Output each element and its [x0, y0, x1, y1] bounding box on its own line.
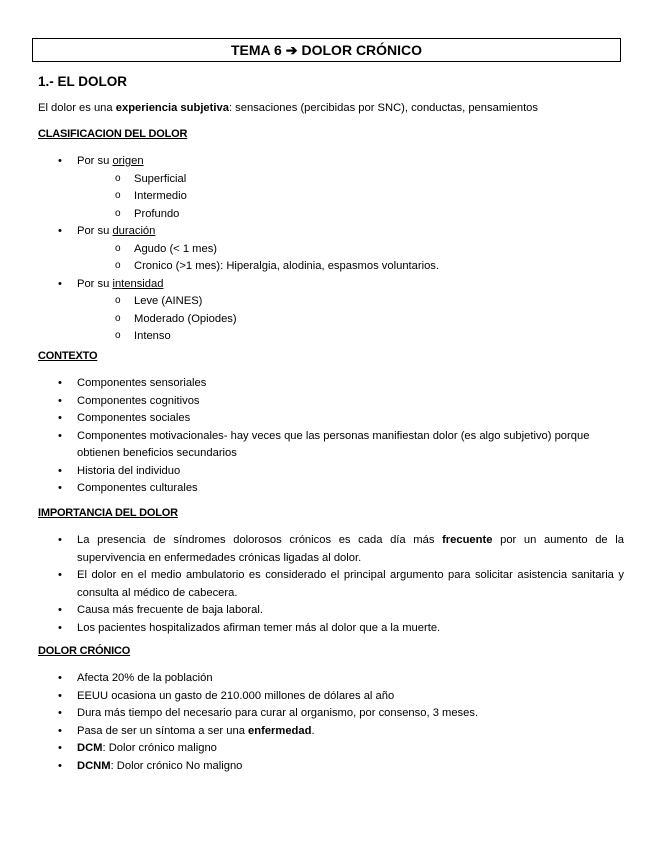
list-item: • Historia del individuo	[58, 463, 624, 481]
list-item: • Los pacientes hospitalizados afirman temer más al dolor que a la muerte.	[58, 620, 624, 638]
contexto-list	[58, 375, 624, 498]
list-item: • El dolor en el medio ambulatorio es considerado el principal argumento para solicitar asistencia sanitaria y consulta al médico de cabecera.	[58, 567, 624, 602]
dolor-cronico-list	[58, 670, 624, 775]
list-item: • DCM: Dolor crónico maligno	[58, 740, 624, 758]
document-title	[32, 38, 621, 62]
list-item: • Componentes cognitivos	[58, 393, 624, 411]
section-heading-el-dolor: 1.- EL DOLOR	[38, 74, 128, 89]
sub-list-item: o Superficial	[77, 171, 624, 189]
clasificacion-list	[58, 153, 624, 346]
section-clasificacion: CLASIFICACION DEL DOLOR	[38, 128, 188, 140]
title-prefix: TEMA 6	[230, 42, 282, 58]
arrow-right-icon: ➔	[285, 41, 298, 58]
list-item: • Componentes culturales	[58, 480, 624, 498]
list-item: • Causa más frecuente de baja laboral.	[58, 602, 624, 620]
list-item: • Componentes sensoriales	[58, 375, 624, 393]
sub-list-item: o Intenso	[77, 328, 624, 346]
section-contexto: CONTEXTO	[38, 350, 98, 362]
sub-list-item: o Leve (AINES)	[77, 293, 624, 311]
list-item: • EEUU ocasiona un gasto de 210.000 millones de dólares al año	[58, 688, 624, 706]
sub-list	[77, 241, 624, 276]
list-item: • Afecta 20% de la población	[58, 670, 624, 688]
sub-list	[77, 293, 624, 346]
list-item: • La presencia de síndromes dolorosos crónicos es cada día más frecuente por un aumento de la supervivencia en enfermedades crónicas ligadas al dolor.	[58, 532, 624, 567]
sub-list-item: o Intermedio	[77, 188, 624, 206]
sub-list-item: o Profundo	[77, 206, 624, 224]
sub-list	[77, 171, 624, 224]
list-item: • Componentes motivacionales- hay veces que las personas manifiestan dolor (es algo subjetivo) porque obtienen beneficios secundarios	[58, 428, 624, 463]
list-item: • DCNM: Dolor crónico No maligno	[58, 758, 624, 776]
list-item: • Por su duración o Agudo (< 1 mes) o Cronico (>1 mes): Hiperalgia, alodinia, espasmos voluntarios.	[58, 223, 624, 276]
sub-list-item: o Agudo (< 1 mes)	[77, 241, 624, 259]
title-main: DOLOR CRÓNICO	[301, 42, 423, 58]
sub-list-item: o Moderado (Opiodes)	[77, 311, 624, 329]
section-importancia: IMPORTANCIA DEL DOLOR	[38, 507, 178, 519]
intro-paragraph: El dolor es una experiencia subjetiva: sensaciones (percibidas por SNC), conductas, pensamientos	[38, 102, 538, 114]
list-item: • Dura más tiempo del necesario para curar al organismo, por consenso, 3 meses.	[58, 705, 624, 723]
list-item: • Pasa de ser un síntoma a ser una enfermedad.	[58, 723, 624, 741]
importancia-list	[58, 532, 624, 637]
sub-list-item: o Cronico (>1 mes): Hiperalgia, alodinia, espasmos voluntarios.	[77, 258, 624, 276]
list-item: • Por su origen o Superficial o Intermedio o Profundo	[58, 153, 624, 223]
list-item: • Por su intensidad o Leve (AINES) o Moderado (Opiodes) o Intenso	[58, 276, 624, 346]
list-item: • Componentes sociales	[58, 410, 624, 428]
section-dolor-cronico: DOLOR CRÓNICO	[38, 645, 131, 657]
